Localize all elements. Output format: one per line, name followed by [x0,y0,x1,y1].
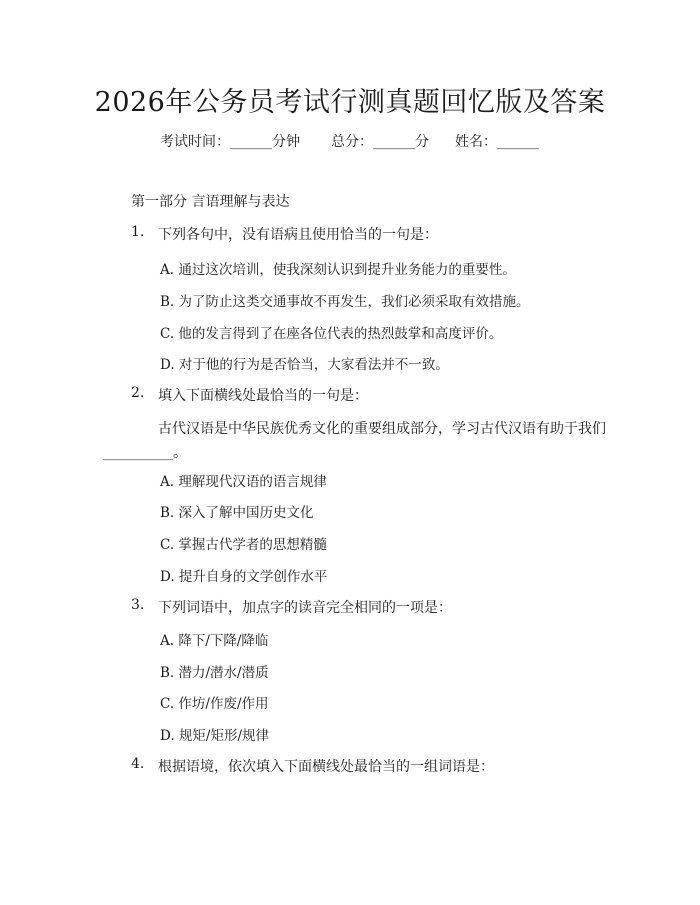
total-score-label: 总分：______分 [331,134,429,150]
name-label: 姓名：______ [455,134,539,150]
question-number: 1. [131,224,145,240]
option-b: B. 为了防止这类交通事故不再发生，我们必须采取有效措施。 [160,294,530,310]
option-a: A. 理解现代汉语的语言规律 [160,474,327,490]
section-heading: 第一部分 言语理解与表达 [131,194,290,210]
passage-blank: __________。 [103,445,187,461]
question-text: 下列词语中，加点字的读音完全相同的一项是： [158,600,452,616]
option-c: C. 作坊/作废/作用 [160,696,269,712]
option-d: D. 对于他的行为是否恰当，大家看法并不一致。 [160,357,449,373]
question-text: 填入下面横线处最恰当的一句是： [158,388,368,404]
question-number: 3. [131,597,145,613]
passage-text: 古代汉语是中华民族优秀文化的重要组成部分，学习古代汉语有助于我们 [158,421,606,437]
option-b: B. 潜力/潜水/潜质 [160,665,269,681]
option-d: D. 提升自身的文学创作水平 [160,569,328,585]
option-c: C. 掌握古代学者的思想精髓 [160,537,327,553]
option-d: D. 规矩/矩形/规律 [160,728,270,744]
option-c: C. 他的发言得到了在座各位代表的热烈鼓掌和高度评价。 [160,326,503,342]
page-title: 2026年公务员考试行测真题回忆版及答案 [94,87,606,118]
option-a: A. 降下/下降/降临 [160,633,269,649]
question-text: 下列各句中，没有语病且使用恰当的一句是： [158,227,438,243]
exam-time-label: 考试时间：______分钟 [160,134,300,150]
option-a: A. 通过这次培训，使我深刻认识到提升业务能力的重要性。 [160,262,516,278]
question-number: 2. [131,385,145,401]
question-number: 4. [131,756,145,772]
question-text: 根据语境，依次填入下面横线处最恰当的一组词语是： [158,759,494,775]
option-b: B. 深入了解中国历史文化 [160,505,314,521]
